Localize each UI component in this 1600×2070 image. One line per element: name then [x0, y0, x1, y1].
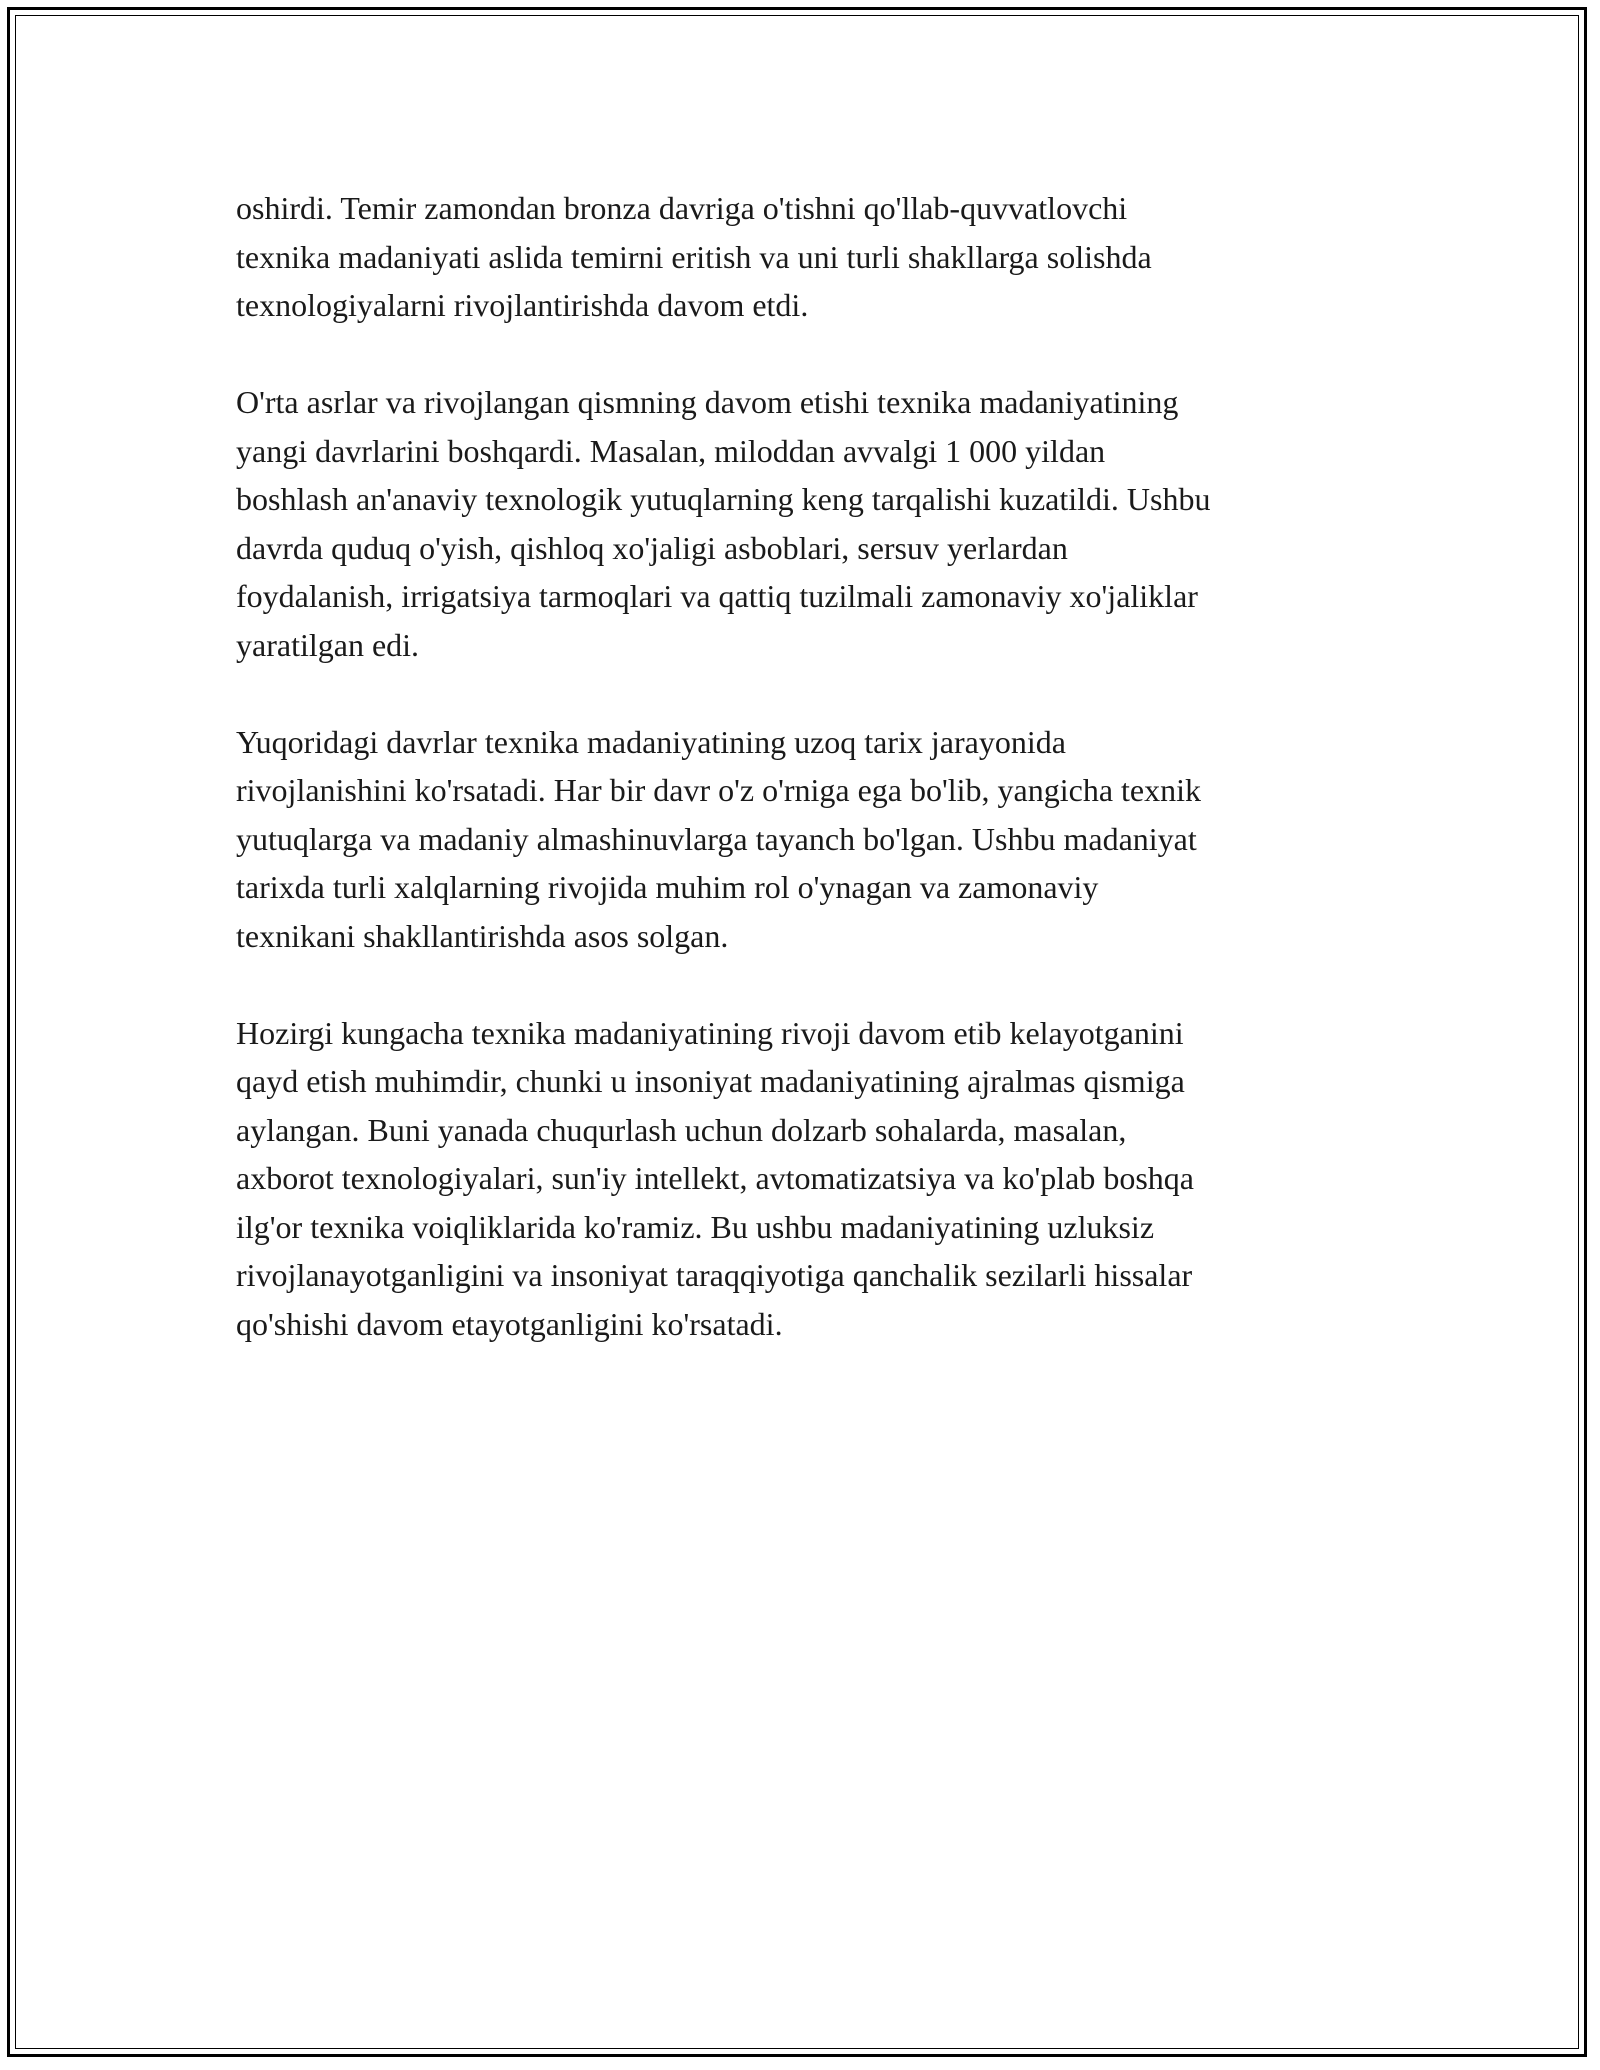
text-line: yangi davrlarini boshqardi. Masalan, miloddan avvalgi 1 000 yildan	[236, 432, 1106, 469]
text-line: axborot texnologiyalari, sun'iy intellekt, avtomatizatsiya va ko'plab boshqa	[236, 1160, 1194, 1196]
text-line: rivojlanishini ko'rsatadi. Har bir davr o'z o'rniga ega bo'lib, yangicha texnik	[236, 772, 1202, 808]
text-line: tarixda turli xalqlarning rivojida muhim rol o'ynagan va zamonaviy	[236, 869, 1099, 905]
document-body	[236, 184, 1376, 1397]
text-line: texnologiyalarni rivojlantirishda davom etdi.	[236, 287, 809, 323]
text-line: Hozirgi kungacha texnika madaniyatining rivoji davom etib kelayotganini	[236, 1014, 1184, 1051]
text-line: qayd etish muhimdir, chunki u insoniyat madaniyatining ajralmas qismiga	[236, 1063, 1185, 1099]
paragraph-1	[236, 184, 1376, 330]
text-line: foydalanish, irrigatsiya tarmoqlari va qattiq tuzilmali zamonaviy xo'jaliklar	[236, 578, 1198, 614]
text-line: qo'shishi davom etayotganligini ko'rsatadi.	[236, 1305, 783, 1342]
text-line: oshirdi. Temir zamondan bronza davriga o'tishni qo'llab-quvvatlovchi	[236, 190, 1128, 226]
paragraph-2	[236, 378, 1376, 669]
text-line: texnika madaniyati aslida temirni eritish va uni turli shakllarga solishda	[236, 238, 1152, 275]
text-line: boshlash an'anaviy texnologik yutuqlarning keng tarqalishi kuzatildi. Ushbu	[236, 481, 1211, 517]
text-line: O'rta asrlar va rivojlangan qismning davom etishi texnika madaniyatining	[236, 384, 1179, 420]
text-line: Yuqoridagi davrlar texnika madaniyatining uzoq tarix jarayonida	[236, 723, 1066, 760]
text-line: aylangan. Buni yanada chuqurlash uchun dolzarb sohalarda, masalan,	[236, 1111, 1127, 1148]
paragraph-3	[236, 718, 1376, 961]
paragraph-4	[236, 1009, 1376, 1349]
text-line: davrda quduq o'yish, qishloq xo'jaligi asboblari, sersuv yerlardan	[236, 529, 1068, 566]
text-line: texnikani shakllantirishda asos solgan.	[236, 917, 729, 954]
text-line: rivojlanayotganligini va insoniyat taraqqiyotiga qanchalik sezilarli hissalar	[236, 1257, 1193, 1293]
text-line: ilg'or texnika voiqliklarida ko'ramiz. Bu ushbu madaniyatining uzluksiz	[236, 1208, 1155, 1245]
text-line: yaratilgan edi.	[236, 626, 420, 663]
text-line: yutuqlarga va madaniy almashinuvlarga tayanch bo'lgan. Ushbu madaniyat	[236, 820, 1197, 857]
